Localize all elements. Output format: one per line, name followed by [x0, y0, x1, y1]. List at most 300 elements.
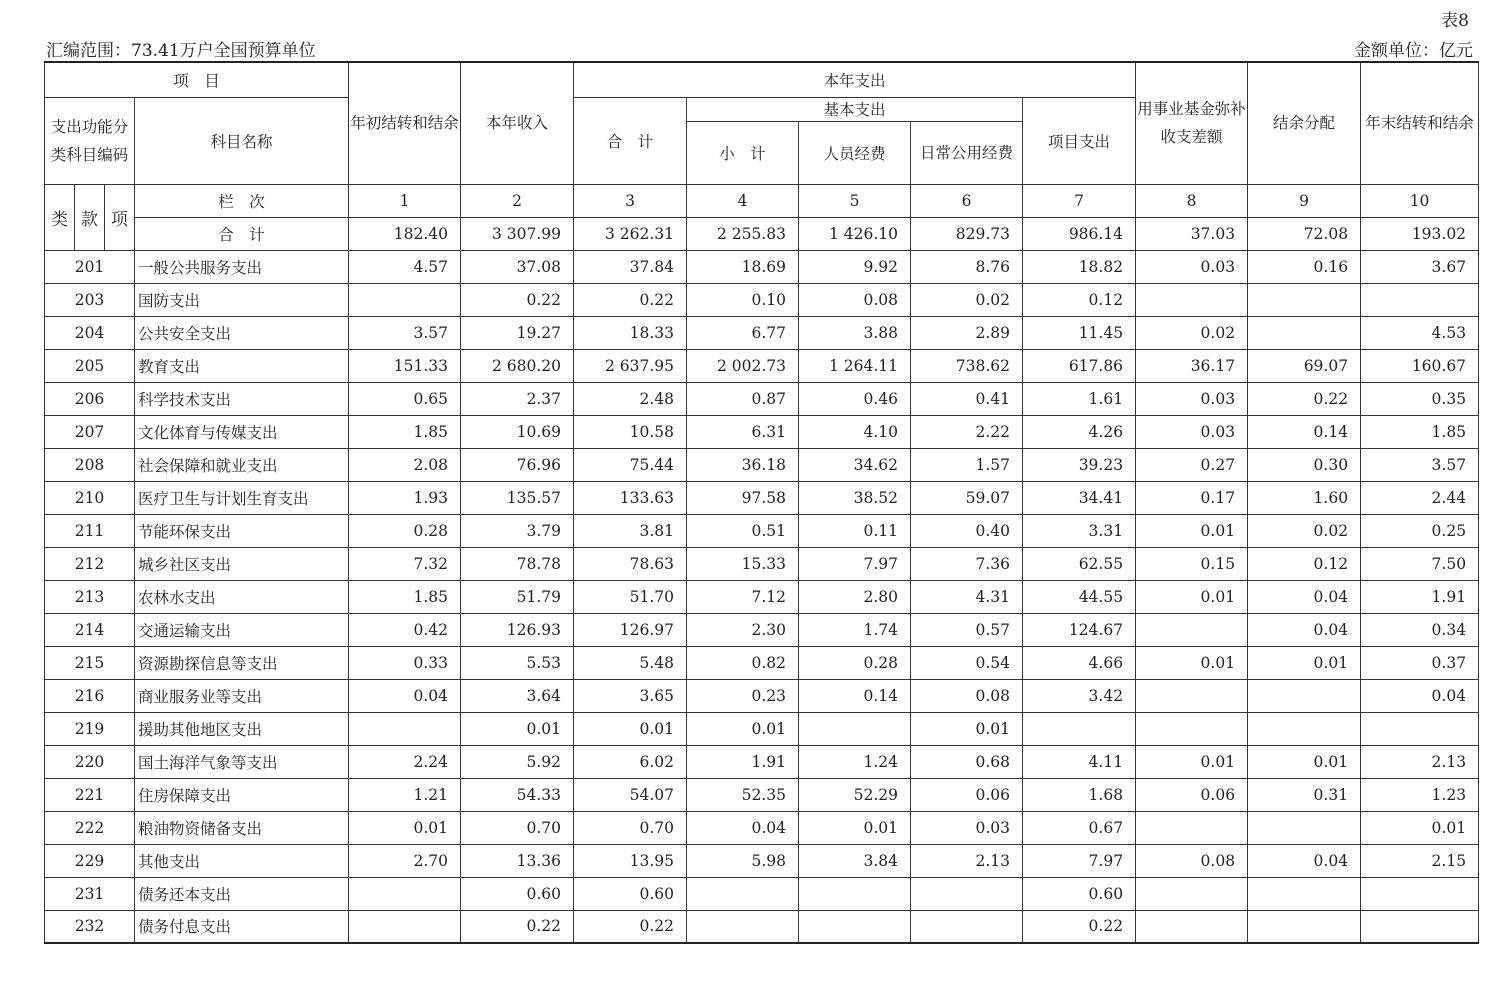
- cell-value: 3.42: [1023, 679, 1136, 712]
- cell-value: 3.57: [1361, 448, 1479, 481]
- cell-value: [687, 877, 799, 910]
- cell-value: 10.69: [461, 415, 574, 448]
- cell-value: 18.69: [687, 250, 799, 283]
- cell-value: 0.68: [911, 745, 1023, 778]
- cell-value: [1361, 283, 1479, 316]
- cell-value: [1248, 877, 1361, 910]
- cell-value: 18.33: [574, 316, 687, 349]
- column-number: 7: [1023, 184, 1136, 217]
- cell-value: [1136, 283, 1248, 316]
- cell-value: 4.10: [799, 415, 911, 448]
- budget-expenditure-table: [44, 61, 1479, 944]
- cell-value: 1.74: [799, 613, 911, 646]
- cell-value: 6.77: [687, 316, 799, 349]
- cell-value: 6.31: [687, 415, 799, 448]
- cell-value: 75.44: [574, 448, 687, 481]
- cell-value: 1.91: [687, 745, 799, 778]
- table-row: [45, 613, 1479, 646]
- cell-value: 0.01: [687, 712, 799, 745]
- subject-name: 农林水支出: [135, 580, 349, 613]
- cell-value: 13.36: [461, 844, 574, 877]
- cell-value: 0.12: [1248, 547, 1361, 580]
- cell-value: 1.61: [1023, 382, 1136, 415]
- table-number: 表8: [1441, 11, 1469, 31]
- cell-value: [799, 877, 911, 910]
- total-value: 182.40: [349, 217, 461, 250]
- cell-value: 2.30: [687, 613, 799, 646]
- cell-value: 0.02: [911, 283, 1023, 316]
- column-number-label: 栏 次: [135, 184, 349, 217]
- subject-name: 医疗卫生与计划生育支出: [135, 481, 349, 514]
- subject-name: 国土海洋气象等支出: [135, 745, 349, 778]
- total-value: 3 262.31: [574, 217, 687, 250]
- table-row: [45, 316, 1479, 349]
- cell-value: 0.01: [1136, 580, 1248, 613]
- cell-value: 0.40: [911, 514, 1023, 547]
- cell-value: 0.23: [687, 679, 799, 712]
- table-row: [45, 514, 1479, 547]
- subject-code: 204: [45, 316, 135, 349]
- cell-value: [687, 910, 799, 943]
- cell-value: 0.08: [911, 679, 1023, 712]
- cell-value: 1.21: [349, 778, 461, 811]
- subject-name: 教育支出: [135, 349, 349, 382]
- cell-value: [911, 877, 1023, 910]
- subject-name: 粮油物资储备支出: [135, 811, 349, 844]
- cell-value: 2.37: [461, 382, 574, 415]
- cell-value: 0.22: [574, 283, 687, 316]
- cell-value: [1361, 712, 1479, 745]
- cell-value: 9.92: [799, 250, 911, 283]
- cell-value: 0.27: [1136, 448, 1248, 481]
- cell-value: 6.02: [574, 745, 687, 778]
- cell-value: 97.58: [687, 481, 799, 514]
- subject-code: 222: [45, 811, 135, 844]
- subject-code: 206: [45, 382, 135, 415]
- subject-name: 住房保障支出: [135, 778, 349, 811]
- cell-value: 0.22: [574, 910, 687, 943]
- cell-value: 0.22: [461, 910, 574, 943]
- cell-value: 5.48: [574, 646, 687, 679]
- cell-value: [1023, 712, 1136, 745]
- subject-code: 213: [45, 580, 135, 613]
- cell-value: 3.81: [574, 514, 687, 547]
- cell-value: 0.01: [461, 712, 574, 745]
- table-row: [45, 778, 1479, 811]
- cell-value: 0.01: [1136, 745, 1248, 778]
- cell-value: 0.51: [687, 514, 799, 547]
- table-row: [45, 250, 1479, 283]
- cell-value: 51.79: [461, 580, 574, 613]
- subject-name: 债务付息支出: [135, 910, 349, 943]
- cell-value: 19.27: [461, 316, 574, 349]
- fund-offset-header: 用事业基金弥补收支差额: [1136, 62, 1248, 184]
- table-row: [45, 811, 1479, 844]
- grand-total-label: 合 计: [135, 217, 349, 250]
- cell-value: 1.68: [1023, 778, 1136, 811]
- cell-value: 0.11: [799, 514, 911, 547]
- cell-value: 0.04: [1361, 679, 1479, 712]
- cell-value: [1361, 877, 1479, 910]
- cell-value: 54.07: [574, 778, 687, 811]
- subject-name: 城乡社区支出: [135, 547, 349, 580]
- cell-value: 2.15: [1361, 844, 1479, 877]
- cell-value: 0.37: [1361, 646, 1479, 679]
- cell-value: 0.04: [1248, 844, 1361, 877]
- cell-value: 0.33: [349, 646, 461, 679]
- cell-value: 4.57: [349, 250, 461, 283]
- cell-value: 2.13: [1361, 745, 1479, 778]
- cell-value: 0.08: [799, 283, 911, 316]
- cell-value: 0.03: [1136, 415, 1248, 448]
- table-row: [45, 877, 1479, 910]
- total-value: 37.03: [1136, 217, 1248, 250]
- cell-value: 0.65: [349, 382, 461, 415]
- cell-value: 3.65: [574, 679, 687, 712]
- subject-name: 节能环保支出: [135, 514, 349, 547]
- cell-value: 1.60: [1248, 481, 1361, 514]
- subject-name: 公共安全支出: [135, 316, 349, 349]
- cell-value: 0.28: [349, 514, 461, 547]
- column-number: 6: [911, 184, 1023, 217]
- cell-value: 0.03: [1136, 250, 1248, 283]
- cell-value: [349, 283, 461, 316]
- cell-value: 0.87: [687, 382, 799, 415]
- cell-value: 38.52: [799, 481, 911, 514]
- cell-value: 4.66: [1023, 646, 1136, 679]
- expenditure-header: 本年支出: [574, 62, 1136, 97]
- total-header: 合 计: [574, 97, 687, 184]
- cell-value: 76.96: [461, 448, 574, 481]
- cell-value: 3.84: [799, 844, 911, 877]
- subject-code: 215: [45, 646, 135, 679]
- cell-value: 0.34: [1361, 613, 1479, 646]
- cell-value: 0.06: [911, 778, 1023, 811]
- cell-value: [1136, 910, 1248, 943]
- kuan-label: 款: [74, 185, 104, 250]
- cell-value: 0.16: [1248, 250, 1361, 283]
- table-row: [45, 646, 1479, 679]
- cell-value: 1.85: [1361, 415, 1479, 448]
- cell-value: 160.67: [1361, 349, 1479, 382]
- cell-value: 2.70: [349, 844, 461, 877]
- cell-value: 2 002.73: [687, 349, 799, 382]
- subject-name: 文化体育与传媒支出: [135, 415, 349, 448]
- column-number: 10: [1361, 184, 1479, 217]
- cell-value: 52.29: [799, 778, 911, 811]
- table-row: [45, 910, 1479, 943]
- cell-value: 0.14: [1248, 415, 1361, 448]
- cell-value: 7.36: [911, 547, 1023, 580]
- item-header: 项 目: [45, 62, 349, 97]
- cell-value: 39.23: [1023, 448, 1136, 481]
- cell-value: 0.02: [1248, 514, 1361, 547]
- subject-code: 203: [45, 283, 135, 316]
- table-row: [45, 283, 1479, 316]
- cell-value: 0.70: [574, 811, 687, 844]
- total-value: 3 307.99: [461, 217, 574, 250]
- cell-value: 2 680.20: [461, 349, 574, 382]
- column-number: 5: [799, 184, 911, 217]
- cell-value: 0.12: [1023, 283, 1136, 316]
- cell-value: 7.97: [1023, 844, 1136, 877]
- table-row: [45, 547, 1479, 580]
- name-header: 科目名称: [135, 97, 349, 184]
- subject-code: 205: [45, 349, 135, 382]
- cell-value: 617.86: [1023, 349, 1136, 382]
- cell-value: [911, 910, 1023, 943]
- cell-value: 0.08: [1136, 844, 1248, 877]
- cell-value: 0.82: [687, 646, 799, 679]
- cell-value: 0.02: [1136, 316, 1248, 349]
- table-row: [45, 382, 1479, 415]
- cell-value: [1136, 712, 1248, 745]
- column-number: 2: [461, 184, 574, 217]
- cell-value: 0.01: [574, 712, 687, 745]
- subject-name: 债务还本支出: [135, 877, 349, 910]
- lei-label: 类: [51, 209, 68, 230]
- cell-value: 0.22: [1023, 910, 1136, 943]
- column-number: 1: [349, 184, 461, 217]
- subject-name: 社会保障和就业支出: [135, 448, 349, 481]
- cell-value: 126.97: [574, 613, 687, 646]
- subject-code: 219: [45, 712, 135, 745]
- cell-value: 2.08: [349, 448, 461, 481]
- cell-value: [799, 712, 911, 745]
- cell-value: 1.85: [349, 415, 461, 448]
- table-row: [45, 712, 1479, 745]
- cell-value: 2 637.95: [574, 349, 687, 382]
- cell-value: [1136, 877, 1248, 910]
- cell-value: 0.54: [911, 646, 1023, 679]
- code-header: 支出功能分类科目编码: [45, 97, 135, 184]
- basic-header: 基本支出: [687, 97, 1023, 121]
- cell-value: 4.31: [911, 580, 1023, 613]
- subject-code: 212: [45, 547, 135, 580]
- cell-value: 62.55: [1023, 547, 1136, 580]
- cell-value: 0.60: [461, 877, 574, 910]
- cell-value: 0.01: [911, 712, 1023, 745]
- cell-value: 78.63: [574, 547, 687, 580]
- cell-value: 738.62: [911, 349, 1023, 382]
- cell-value: 1.85: [349, 580, 461, 613]
- cell-value: 3.67: [1361, 250, 1479, 283]
- column-number: 4: [687, 184, 799, 217]
- total-value: 2 255.83: [687, 217, 799, 250]
- cell-value: 4.26: [1023, 415, 1136, 448]
- cell-value: 7.97: [799, 547, 911, 580]
- cell-value: 135.57: [461, 481, 574, 514]
- cell-value: 2.48: [574, 382, 687, 415]
- cell-value: 18.82: [1023, 250, 1136, 283]
- cell-value: 5.92: [461, 745, 574, 778]
- total-value: 829.73: [911, 217, 1023, 250]
- cell-value: [1248, 811, 1361, 844]
- cell-value: 124.67: [1023, 613, 1136, 646]
- table-row: [45, 415, 1479, 448]
- column-number: 3: [574, 184, 687, 217]
- table-row: [45, 580, 1479, 613]
- cell-value: 0.10: [687, 283, 799, 316]
- cell-value: 0.01: [1248, 745, 1361, 778]
- table-row: [45, 679, 1479, 712]
- column-number: 9: [1248, 184, 1361, 217]
- cell-value: 0.41: [911, 382, 1023, 415]
- cell-value: 15.33: [687, 547, 799, 580]
- subtotal-header: 小 计: [687, 121, 799, 184]
- subject-code: 220: [45, 745, 135, 778]
- subject-code: 210: [45, 481, 135, 514]
- cell-value: [1136, 811, 1248, 844]
- compilation-scope: 汇编范围：73.41万户全国预算单位: [46, 41, 316, 61]
- table-row: [45, 844, 1479, 877]
- cell-value: 13.95: [574, 844, 687, 877]
- table-row: [45, 481, 1479, 514]
- cell-value: [349, 910, 461, 943]
- cell-value: 0.03: [1136, 382, 1248, 415]
- cell-value: 1.91: [1361, 580, 1479, 613]
- cell-value: 37.84: [574, 250, 687, 283]
- cell-value: [1361, 910, 1479, 943]
- cell-value: 0.60: [1023, 877, 1136, 910]
- subject-name: 援助其他地区支出: [135, 712, 349, 745]
- cell-value: 2.80: [799, 580, 911, 613]
- subject-name: 国防支出: [135, 283, 349, 316]
- cell-value: 133.63: [574, 481, 687, 514]
- cell-value: 0.01: [1248, 646, 1361, 679]
- subject-code: 231: [45, 877, 135, 910]
- cell-value: 36.18: [687, 448, 799, 481]
- cell-value: 1 264.11: [799, 349, 911, 382]
- cell-value: 7.50: [1361, 547, 1479, 580]
- cell-value: 0.01: [1361, 811, 1479, 844]
- cell-value: 34.41: [1023, 481, 1136, 514]
- total-value: 72.08: [1248, 217, 1361, 250]
- cell-value: 0.46: [799, 382, 911, 415]
- cell-value: 51.70: [574, 580, 687, 613]
- amount-unit: 金额单位：亿元: [1354, 41, 1473, 61]
- subject-code: 201: [45, 250, 135, 283]
- cell-value: 4.53: [1361, 316, 1479, 349]
- cell-value: 0.42: [349, 613, 461, 646]
- personnel-header: 人员经费: [799, 121, 911, 184]
- cell-value: [349, 712, 461, 745]
- public-header: 日常公用经费: [911, 121, 1023, 184]
- cell-value: 3.79: [461, 514, 574, 547]
- cell-value: 5.98: [687, 844, 799, 877]
- cell-value: [799, 910, 911, 943]
- total-value: 193.02: [1361, 217, 1479, 250]
- cell-value: 2.22: [911, 415, 1023, 448]
- subject-name: 科学技术支出: [135, 382, 349, 415]
- subject-name: 一般公共服务支出: [135, 250, 349, 283]
- cell-value: [1248, 283, 1361, 316]
- cell-value: 7.32: [349, 547, 461, 580]
- cell-value: [1248, 910, 1361, 943]
- cell-value: 0.01: [349, 811, 461, 844]
- cell-value: 3.64: [461, 679, 574, 712]
- cell-value: 0.22: [1248, 382, 1361, 415]
- cell-value: 0.70: [461, 811, 574, 844]
- subject-code: 211: [45, 514, 135, 547]
- cell-value: [1136, 613, 1248, 646]
- cell-value: 0.01: [1136, 646, 1248, 679]
- cell-value: 8.76: [911, 250, 1023, 283]
- cell-value: 11.45: [1023, 316, 1136, 349]
- cell-value: 0.22: [461, 283, 574, 316]
- cell-value: 126.93: [461, 613, 574, 646]
- cell-value: 0.06: [1136, 778, 1248, 811]
- cell-value: 0.35: [1361, 382, 1479, 415]
- total-value: 986.14: [1023, 217, 1136, 250]
- cell-value: 5.53: [461, 646, 574, 679]
- cell-value: 0.17: [1136, 481, 1248, 514]
- subject-code: 214: [45, 613, 135, 646]
- cell-value: 2.44: [1361, 481, 1479, 514]
- cell-value: 44.55: [1023, 580, 1136, 613]
- cell-value: 1.93: [349, 481, 461, 514]
- cell-value: 1.23: [1361, 778, 1479, 811]
- cell-value: 59.07: [911, 481, 1023, 514]
- subject-code: 207: [45, 415, 135, 448]
- cell-value: [349, 877, 461, 910]
- table-row: [45, 349, 1479, 382]
- cell-value: [1248, 712, 1361, 745]
- cell-value: 0.15: [1136, 547, 1248, 580]
- subject-code: 229: [45, 844, 135, 877]
- cell-value: 0.60: [574, 877, 687, 910]
- end-balance-header: 年末结转和结余: [1361, 62, 1479, 184]
- cell-value: [1248, 316, 1361, 349]
- cell-value: 4.11: [1023, 745, 1136, 778]
- subject-code: 216: [45, 679, 135, 712]
- cell-value: 37.08: [461, 250, 574, 283]
- cell-value: 0.14: [799, 679, 911, 712]
- cell-value: 0.03: [911, 811, 1023, 844]
- cell-value: 0.04: [1248, 580, 1361, 613]
- subject-name: 其他支出: [135, 844, 349, 877]
- subject-code: 208: [45, 448, 135, 481]
- cell-value: 0.57: [911, 613, 1023, 646]
- cell-value: 0.31: [1248, 778, 1361, 811]
- income-header: 本年收入: [461, 62, 574, 184]
- xiang-label: 项: [104, 185, 134, 250]
- cell-value: 0.01: [799, 811, 911, 844]
- cell-value: 1.57: [911, 448, 1023, 481]
- subject-name: 资源勘探信息等支出: [135, 646, 349, 679]
- cell-value: 1.24: [799, 745, 911, 778]
- cell-value: 0.28: [799, 646, 911, 679]
- cell-value: 3.88: [799, 316, 911, 349]
- table-row: [45, 448, 1479, 481]
- cell-value: 0.04: [349, 679, 461, 712]
- project-header: 项目支出: [1023, 97, 1136, 184]
- total-value: 1 426.10: [799, 217, 911, 250]
- cell-value: 54.33: [461, 778, 574, 811]
- cell-value: 7.12: [687, 580, 799, 613]
- cell-value: 0.30: [1248, 448, 1361, 481]
- cell-value: 0.25: [1361, 514, 1479, 547]
- cell-value: 0.67: [1023, 811, 1136, 844]
- cell-value: 0.04: [1248, 613, 1361, 646]
- cell-value: 10.58: [574, 415, 687, 448]
- cell-value: 2.89: [911, 316, 1023, 349]
- subject-name: 交通运输支出: [135, 613, 349, 646]
- subject-code: 232: [45, 910, 135, 943]
- cell-value: 78.78: [461, 547, 574, 580]
- category-labels: [45, 184, 135, 250]
- cell-value: 0.04: [687, 811, 799, 844]
